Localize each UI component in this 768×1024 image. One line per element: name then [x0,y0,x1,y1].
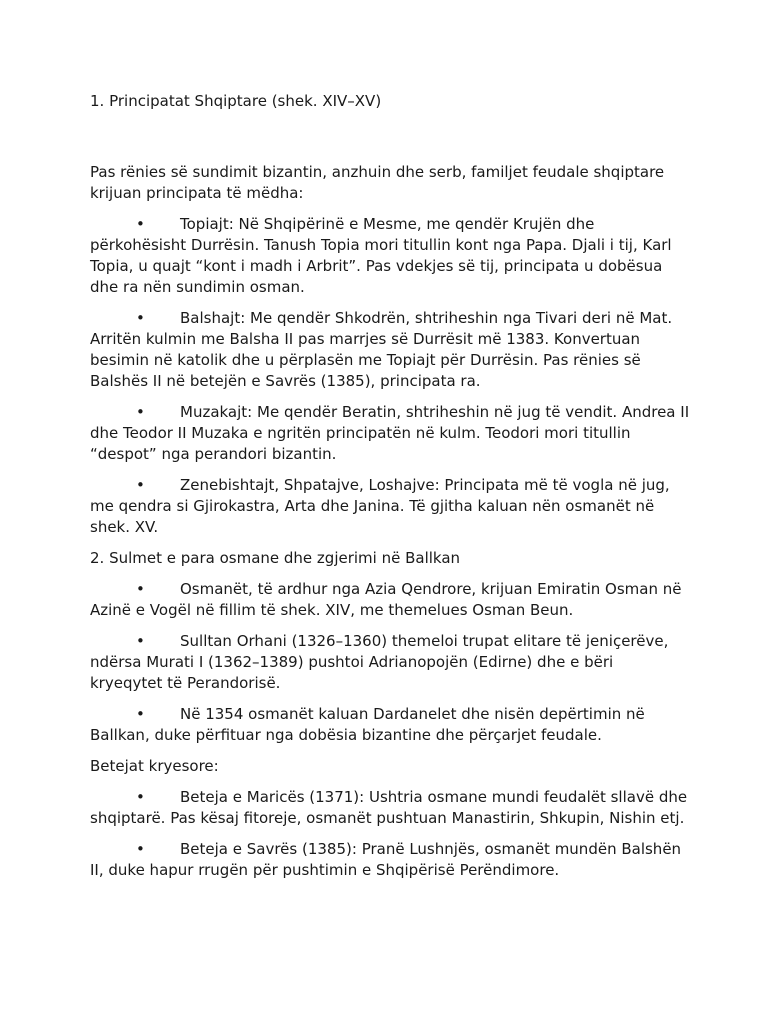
list-item-text: Sulltan Orhani (1326–1360) themeloi trupat elitare të jeniçerëve, ndërsa Murati I (1362–1389) pushtoi Adrianopojën (Edirne) dhe e bëri kryeqytet të Perandorisë. [90,632,669,692]
bullet-icon: • [136,580,145,598]
list-item-text: Zenebishtajt, Shpatajve, Loshajve: Principata më të vogla në jug, me qendra si Gjirokastra, Arta dhe Janina. Të gjitha kaluan nën osmanët në shek. XV. [90,476,670,536]
section-heading-sulmet: 2. Sulmet e para osmane dhe zgjerimi në Ballkan [90,549,461,567]
list-item-text: Osmanët, të ardhur nga Azia Qendrore, krijuan Emiratin Osman në Azinë e Vogël në fillim të shek. XIV, me themelues Osman Beun. [90,580,682,619]
bullet-icon: • [136,309,145,327]
battles-label: Betejat kryesore: [90,757,219,775]
list-item [90,579,690,621]
bullet-icon: • [136,788,145,806]
bullet-icon: • [136,215,145,233]
list-item [90,704,690,746]
list-item [90,839,690,881]
list-item-text: Balshajt: Me qendër Shkodrën, shtriheshin nga Tivari deri në Mat. Arritën kulmin me Balsha II pas marrjes së Durrësit më 1383. Konvertuan besimin në katolik dhe u përplasën me Topiajt për Durrësin. Pas rënies së Balshës II në betejën e Savrës (1385), principata ra. [90,309,673,390]
section-heading-principatat: 1. Principatat Shqiptare (shek. XIV–XV) [90,92,382,110]
list-item-text: Muzakajt: Me qendër Beratin, shtriheshin në jug të vendit. Andrea II dhe Teodor II Muzaka e ngritën principatën në kulm. Teodori mori titullin “despot” nga perandori bizantin. [90,403,690,463]
list-item [90,631,690,694]
bullet-icon: • [136,705,145,723]
list-item-text: Beteja e Savrës (1385): Pranë Lushnjës, osmanët mundën Balshën II, duke hapur rrugën për pushtimin e Shqipërisë Perëndimore. [90,840,682,879]
document-page [90,91,690,891]
list-item-text: Beteja e Maricës (1371): Ushtria osmane mundi feudalët sllavë dhe shqiptarë. Pas kësaj fitoreje, osmanët pushtuan Manastirin, Shkupin, Nishin etj. [90,788,688,827]
bullet-icon: • [136,632,145,650]
list-item-text: Topiajt: Në Shqipërinë e Mesme, me qendër Krujën dhe përkohësisht Durrësin. Tanush Topia mori titullin kont nga Papa. Djali i tij, Karl Topia, u quajt “kont i madh i Arbrit”. Pas vdekjes së tij, principata u dobësua dhe ra nën sundimin osman. [90,215,672,296]
list-item-text: Në 1354 osmanët kaluan Dardanelet dhe nisën depërtimin në Ballkan, duke përfituar nga dobësia bizantine dhe përçarjet feudale. [90,705,645,744]
bullet-icon: • [136,476,145,494]
list-item [90,402,690,465]
list-item [90,787,690,829]
list-item [90,214,690,298]
intro-paragraph: Pas rënies së sundimit bizantin, anzhuin dhe serb, familjet feudale shqiptare krijuan principata të mëdha: [90,163,665,202]
list-item [90,475,690,538]
bullet-icon: • [136,403,145,421]
bullet-icon: • [136,840,145,858]
list-item [90,308,690,392]
